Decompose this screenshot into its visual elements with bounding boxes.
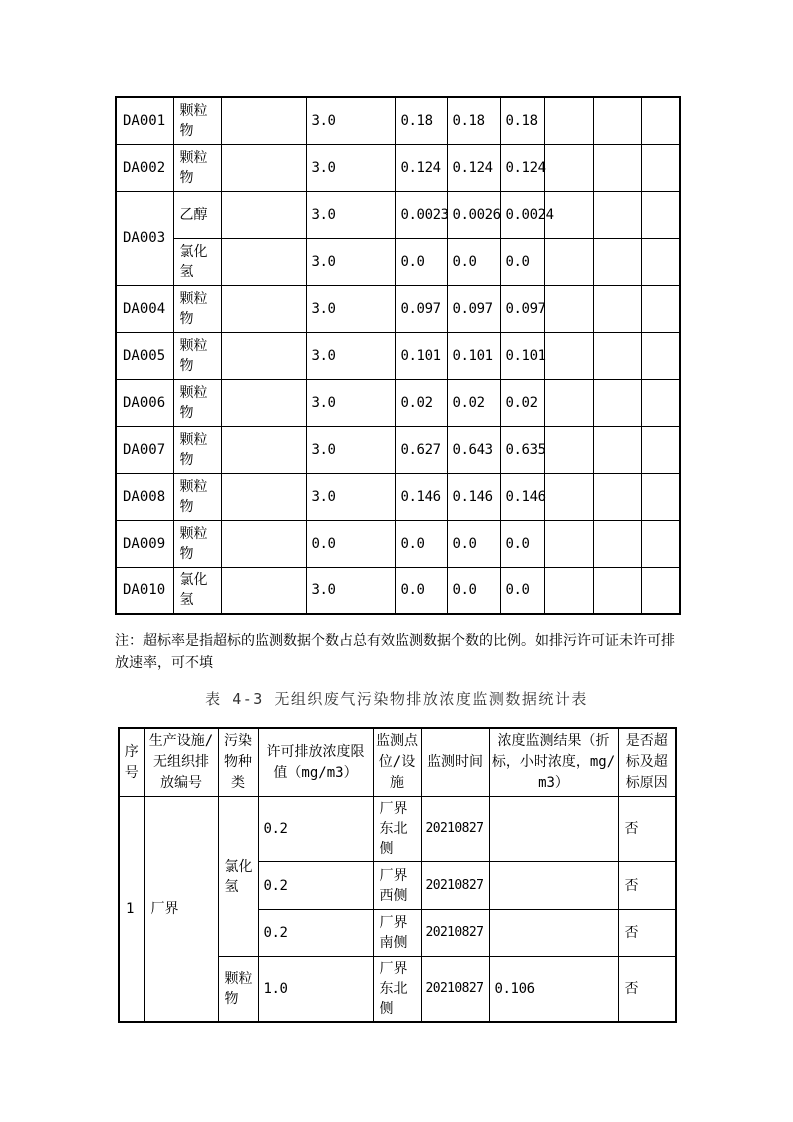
empty-cell	[641, 97, 680, 144]
table-row	[116, 191, 680, 238]
empty-cell	[593, 332, 641, 379]
header-serial: 序号	[119, 728, 144, 797]
empty-cell	[544, 473, 593, 520]
exceed-cell: 否	[618, 797, 676, 862]
limit-cell: 3.0	[306, 191, 395, 238]
table-4-3-title: 表 4-3 无组织废气污染物排放浓度监测数据统计表	[205, 690, 588, 708]
result-cell	[489, 797, 618, 862]
value-cell: 0.18	[395, 97, 447, 144]
limit-cell: 3.0	[306, 285, 395, 332]
empty-cell	[221, 567, 306, 614]
date-cell: 20210827	[421, 862, 489, 910]
empty-cell	[641, 567, 680, 614]
value-cell: 0.0	[447, 238, 500, 285]
header-limit: 许可排放浓度限值（mg/m3）	[258, 728, 373, 797]
empty-cell	[544, 567, 593, 614]
point-cell: 厂界南侧	[373, 910, 421, 957]
value-cell: 0.101	[447, 332, 500, 379]
value-cell: 0.146	[500, 473, 544, 520]
limit-cell: 0.0	[306, 520, 395, 567]
empty-cell	[641, 520, 680, 567]
empty-cell	[544, 426, 593, 473]
outlet-code-cell: DA001	[116, 97, 173, 144]
empty-cell	[593, 379, 641, 426]
pollutant-cell: 颗粒物	[173, 285, 221, 332]
pollutant-cell: 颗粒物	[173, 426, 221, 473]
serial-cell: 1	[119, 797, 144, 1023]
empty-cell	[544, 520, 593, 567]
header-pollutant: 污染物种类	[218, 728, 258, 797]
pollutant-cell: 乙醇	[173, 191, 221, 238]
value-cell: 0.0	[395, 567, 447, 614]
table-row	[116, 144, 680, 191]
value-cell: 0.0023	[395, 191, 447, 238]
pollutant-cell: 颗粒物	[173, 473, 221, 520]
value-cell: 0.0	[500, 238, 544, 285]
exceed-cell: 否	[618, 910, 676, 957]
empty-cell	[221, 285, 306, 332]
value-cell: 0.146	[395, 473, 447, 520]
empty-cell	[641, 285, 680, 332]
limit-cell: 3.0	[306, 238, 395, 285]
empty-cell	[593, 97, 641, 144]
outlet-code-cell: DA003	[116, 191, 173, 285]
table-row	[119, 797, 676, 862]
empty-cell	[641, 426, 680, 473]
point-cell: 厂界东北侧	[373, 797, 421, 862]
empty-cell	[641, 332, 680, 379]
value-cell: 0.101	[500, 332, 544, 379]
pollutant-cell: 氯化氢	[218, 797, 258, 957]
value-cell: 0.0	[500, 520, 544, 567]
pollutant-cell: 颗粒物	[173, 520, 221, 567]
table-row	[116, 332, 680, 379]
empty-cell	[221, 97, 306, 144]
table-row	[116, 238, 680, 285]
value-cell: 0.0	[447, 567, 500, 614]
value-cell: 0.643	[447, 426, 500, 473]
limit-cell: 0.2	[258, 862, 373, 910]
date-cell: 20210827	[421, 910, 489, 957]
pollutant-cell: 颗粒物	[173, 144, 221, 191]
limit-cell: 3.0	[306, 567, 395, 614]
empty-cell	[641, 379, 680, 426]
empty-cell	[593, 238, 641, 285]
result-cell: 0.106	[489, 957, 618, 1023]
header-result: 浓度监测结果（折标，小时浓度，mg/m3）	[489, 728, 618, 797]
pollutant-cell: 氯化氢	[173, 567, 221, 614]
limit-cell: 3.0	[306, 473, 395, 520]
empty-cell	[641, 191, 680, 238]
empty-cell	[544, 379, 593, 426]
fugitive-emission-table	[118, 727, 677, 1023]
table-row	[116, 473, 680, 520]
value-cell: 0.124	[395, 144, 447, 191]
stack-emission-table	[115, 96, 681, 615]
pollutant-cell: 颗粒物	[173, 97, 221, 144]
outlet-code-cell: DA008	[116, 473, 173, 520]
empty-cell	[641, 473, 680, 520]
empty-cell	[221, 144, 306, 191]
limit-cell: 1.0	[258, 957, 373, 1023]
value-cell: 0.097	[500, 285, 544, 332]
value-cell: 0.0	[500, 567, 544, 614]
point-cell: 厂界东北侧	[373, 957, 421, 1023]
outlet-code-cell: DA009	[116, 520, 173, 567]
outlet-code-cell: DA007	[116, 426, 173, 473]
table-row	[116, 285, 680, 332]
value-cell: 0.02	[447, 379, 500, 426]
value-cell: 0.627	[395, 426, 447, 473]
facility-cell: 厂界	[144, 797, 218, 1023]
value-cell: 0.0024	[500, 191, 544, 238]
value-cell: 0.18	[500, 97, 544, 144]
empty-cell	[593, 567, 641, 614]
empty-cell	[221, 238, 306, 285]
value-cell: 0.124	[500, 144, 544, 191]
pollutant-cell: 氯化氢	[173, 238, 221, 285]
empty-cell	[221, 191, 306, 238]
header-point: 监测点位/设施	[373, 728, 421, 797]
header-date: 监测时间	[421, 728, 489, 797]
outlet-code-cell: DA005	[116, 332, 173, 379]
table-row	[116, 379, 680, 426]
result-cell	[489, 862, 618, 910]
empty-cell	[544, 97, 593, 144]
limit-cell: 3.0	[306, 379, 395, 426]
empty-cell	[544, 144, 593, 191]
table-row	[116, 97, 680, 144]
date-cell: 20210827	[421, 797, 489, 862]
outlet-code-cell: DA006	[116, 379, 173, 426]
empty-cell	[221, 473, 306, 520]
pollutant-cell: 颗粒物	[218, 957, 258, 1023]
empty-cell	[593, 285, 641, 332]
outlet-code-cell: DA002	[116, 144, 173, 191]
empty-cell	[221, 379, 306, 426]
empty-cell	[544, 238, 593, 285]
limit-cell: 3.0	[306, 332, 395, 379]
date-cell: 20210827	[421, 957, 489, 1023]
table-row	[116, 567, 680, 614]
value-cell: 0.0	[395, 520, 447, 567]
limit-cell: 0.2	[258, 910, 373, 957]
empty-cell	[221, 332, 306, 379]
empty-cell	[593, 520, 641, 567]
value-cell: 0.0	[447, 520, 500, 567]
empty-cell	[544, 285, 593, 332]
value-cell: 0.02	[500, 379, 544, 426]
header-facility: 生产设施/无组织排放编号	[144, 728, 218, 797]
pollutant-cell: 颗粒物	[173, 332, 221, 379]
header-exceed: 是否超标及超标原因	[618, 728, 676, 797]
empty-cell	[593, 144, 641, 191]
pollutant-cell: 颗粒物	[173, 379, 221, 426]
table-row	[116, 426, 680, 473]
value-cell: 0.0	[395, 238, 447, 285]
table-footnote: 注：超标率是指超标的监测数据个数占总有效监测数据个数的比例。如排污许可证未许可排放速率，可不填	[115, 633, 675, 671]
result-cell	[489, 910, 618, 957]
limit-cell: 3.0	[306, 144, 395, 191]
value-cell: 0.101	[395, 332, 447, 379]
outlet-code-cell: DA004	[116, 285, 173, 332]
value-cell: 0.635	[500, 426, 544, 473]
limit-cell: 3.0	[306, 426, 395, 473]
exceed-cell: 否	[618, 957, 676, 1023]
point-cell: 厂界西侧	[373, 862, 421, 910]
exceed-cell: 否	[618, 862, 676, 910]
outlet-code-cell: DA010	[116, 567, 173, 614]
value-cell: 0.0026	[447, 191, 500, 238]
value-cell: 0.124	[447, 144, 500, 191]
empty-cell	[641, 238, 680, 285]
value-cell: 0.146	[447, 473, 500, 520]
limit-cell: 0.2	[258, 797, 373, 862]
empty-cell	[544, 332, 593, 379]
empty-cell	[593, 426, 641, 473]
empty-cell	[221, 520, 306, 567]
limit-cell: 3.0	[306, 97, 395, 144]
value-cell: 0.02	[395, 379, 447, 426]
empty-cell	[593, 473, 641, 520]
empty-cell	[641, 144, 680, 191]
header-row	[119, 728, 676, 797]
table-row	[116, 520, 680, 567]
empty-cell	[593, 191, 641, 238]
value-cell: 0.18	[447, 97, 500, 144]
value-cell: 0.097	[395, 285, 447, 332]
empty-cell	[221, 426, 306, 473]
value-cell: 0.097	[447, 285, 500, 332]
